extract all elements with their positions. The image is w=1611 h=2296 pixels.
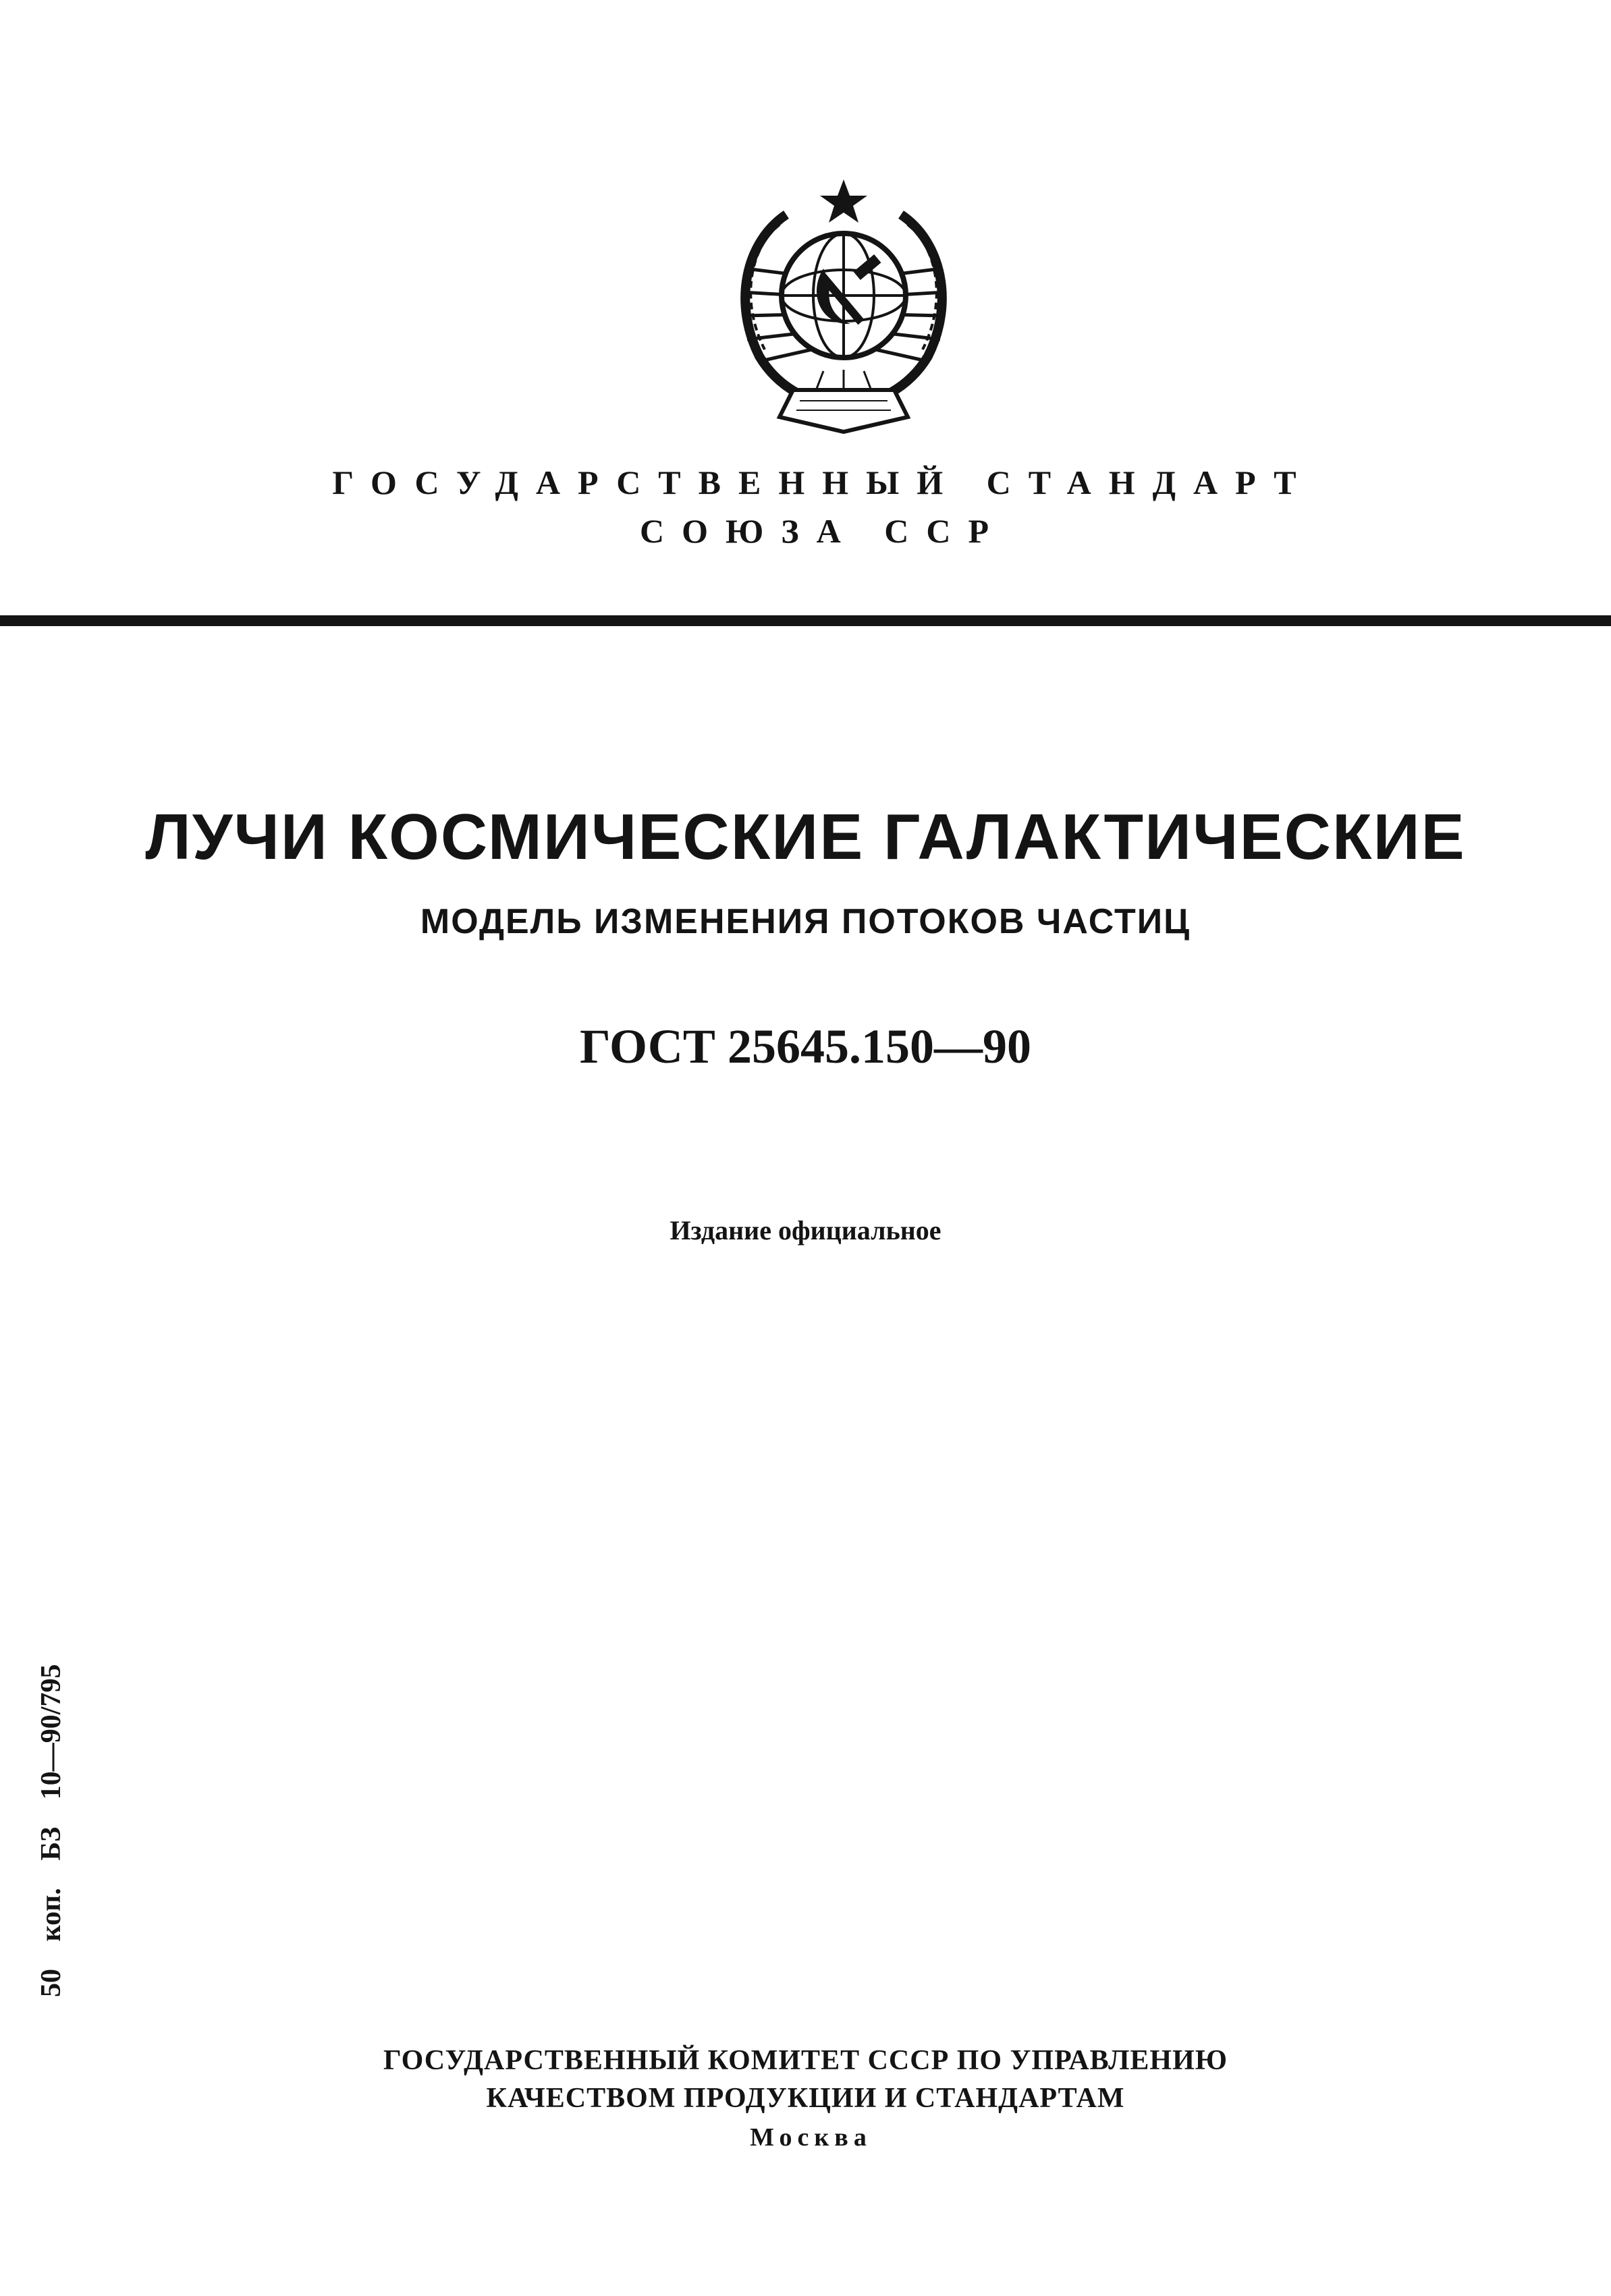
ussr-coat-of-arms-icon bbox=[705, 167, 982, 437]
publisher-line-1: ГОСУДАРСТВЕННЫЙ КОМИТЕТ СССР ПО УПРАВЛЕНИЮ bbox=[383, 2045, 1228, 2076]
document-subtitle: МОДЕЛЬ ИЗМЕНЕНИЯ ПОТОКОВ ЧАСТИЦ bbox=[420, 902, 1191, 941]
price-and-catalog-label: 50 коп. БЗ 10—90/795 bbox=[36, 1664, 67, 1997]
publisher-city: Москва bbox=[750, 2123, 872, 2152]
horizontal-rule bbox=[0, 615, 1611, 626]
edition-label: Издание официальное bbox=[670, 1215, 941, 1245]
header-line-2: СОЮЗА ССР bbox=[639, 512, 1007, 550]
document-title: ЛУЧИ КОСМИЧЕСКИЕ ГАЛАКТИЧЕСКИЕ bbox=[145, 801, 1466, 873]
header-line-1: ГОСУДАРСТВЕННЫЙ СТАНДАРТ bbox=[332, 464, 1314, 501]
gost-number: ГОСТ 25645.150—90 bbox=[580, 1019, 1031, 1073]
publisher-line-2: КАЧЕСТВОМ ПРОДУКЦИИ И СТАНДАРТАМ bbox=[486, 2083, 1125, 2114]
